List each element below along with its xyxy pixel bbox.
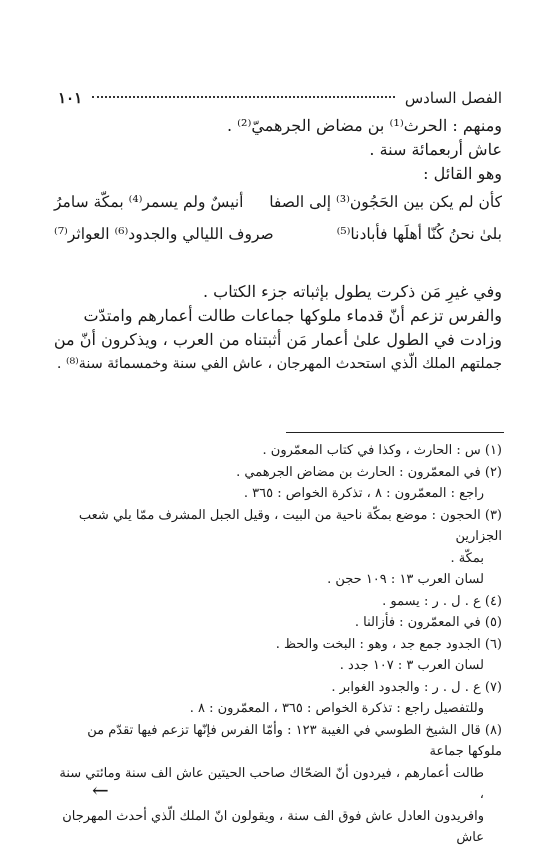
verse-hemistich: صروف الليالي والجدود⁽⁶⁾ العواثر⁽⁷⁾ <box>54 225 274 243</box>
verse-hemistich: أنيسٌ ولم يسمر⁽⁴⁾ بمكّة سامرُ <box>54 193 244 211</box>
footnote-divider <box>286 432 504 433</box>
footnote-continuation: طالت أعمارهم ، فيردون أنّ الضحّاك صاحب الحيتين عاش الف سنة ومائتي سنة ، <box>59 765 484 802</box>
text-line: والفرس تزعم أنّ قدماء ملوكها جماعات طالت أعمارهم وامتدّت <box>83 306 502 325</box>
footnote: (٢) في المعمّرون : الحارث بن مضاض الجرهمي . <box>236 464 502 480</box>
footnote: (٣) الحجون : موضع بمكّة ناحية من البيت ، وقيل الجبل المشرف ممّا يلي شعب الجزارين <box>78 507 502 544</box>
footnote: (٧) ع . ل . ر : والجدود الغوابر . <box>331 679 502 695</box>
header-dotted-leader <box>92 86 395 98</box>
footnote: (٤) ع . ل . ر : يسمو . <box>382 593 502 609</box>
running-header <box>58 86 502 110</box>
footnote-reference: لسان العرب ١٣ : ١٠٩ حجن . <box>327 572 484 587</box>
footnote-reference: وللتفصيل راجع : تذكرة الخواص : ٣٦٥ ، المعمّرون : ٨ . <box>189 701 484 716</box>
text-line: وزادت في الطول علىٰ أعمار مَن أثبتناه من العرب ، ويذكرون أنّ من <box>53 330 502 349</box>
main-text <box>54 114 502 376</box>
footnote-continuation: وافريدون العادل عاش فوق الف سنة ، ويقولون انّ الملك الّذي أحدث المهرجان عاش <box>62 808 484 845</box>
text-line: جملتهم الملك الّذي استحدث المهرجان ، عاش الفي سنة وخمسمائة سنة⁽⁸⁾ . <box>56 356 502 372</box>
footnote-continuation: بمكّة . <box>450 550 484 566</box>
verse-line-2 <box>54 218 502 250</box>
chapter-title: الفصل السادس <box>404 89 502 107</box>
footnote: (٨) قال الشيخ الطوسي في الغيبة ١٢٣ : وأمّا الفرس فإنّها تزعم فيها تقدّم من ملوكها جماعة <box>87 722 502 759</box>
footnotes <box>54 440 502 849</box>
text-line: عاش أربعمائة سنة . <box>369 140 502 159</box>
footnote-reference: لسان العرب ٣ : ١٠٧ جدد . <box>339 658 484 673</box>
continuation-arrow-icon: ← <box>92 778 109 802</box>
footnote: (١) س : الحارث ، وكذا في كتاب المعمّرون . <box>262 443 502 458</box>
verse-hemistich: كأن لم يكن بين الحَجُون⁽³⁾ إلى الصفا <box>269 193 502 211</box>
footnote: (٥) في المعمّرون : فأزالنا . <box>354 615 502 630</box>
verse-line-1 <box>54 186 502 218</box>
verse-hemistich: بلىٰ نحنُ كُنّا أهلَها فأبادنا⁽⁵⁾ <box>336 225 502 243</box>
footnote-reference: راجع : المعمّرون : ٨ ، تذكرة الخواص : ٣٦٥ . <box>243 486 484 501</box>
text-line: وفي غيرِ مَن ذكرت يطول بإثباته جزء الكتاب . <box>202 282 502 301</box>
text-line: ومنهم : الحرث⁽¹⁾ بن مضاض الجرهميّ⁽²⁾ . <box>226 116 502 135</box>
page-number: ١٠١ <box>58 89 83 107</box>
text-line: وهو القائل : <box>423 164 502 183</box>
footnote: (٦) الجدود جمع جد ، وهو : البخت والحظ . <box>275 636 502 652</box>
